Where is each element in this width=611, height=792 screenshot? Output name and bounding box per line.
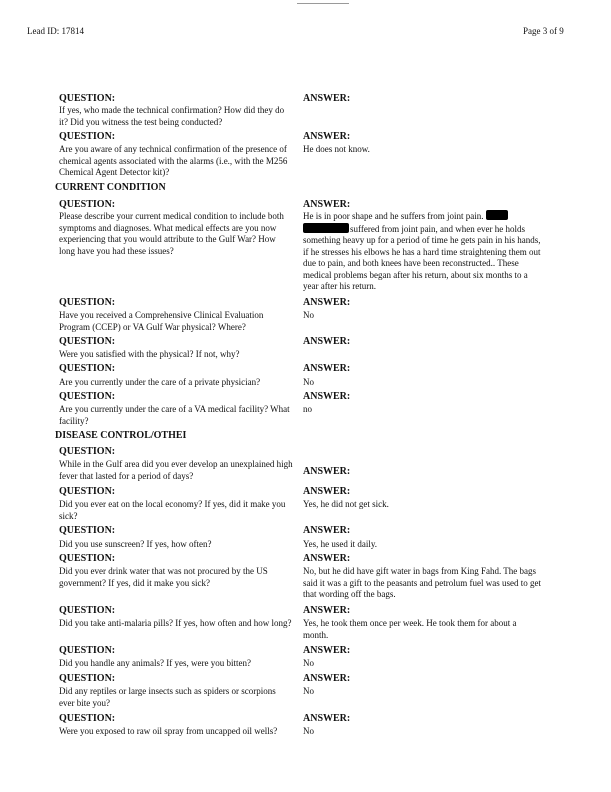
answer-text: Yes, he took them once per week. He took them for about a month. — [303, 618, 517, 640]
answer-text: No — [303, 377, 314, 387]
answer-text — [303, 210, 543, 293]
redaction-mark — [303, 223, 349, 233]
question-label: QUESTION: — [59, 297, 116, 308]
answer-label: ANSWER: — [303, 605, 351, 616]
answer-label: ANSWER: — [303, 673, 351, 684]
section-heading-disease-control: DISEASE CONTROL/OTHEI — [55, 430, 187, 441]
question-text: Did you take anti-malaria pills? If yes, how often and how long? — [59, 618, 292, 628]
question-label: QUESTION: — [59, 131, 116, 142]
question-text: Were you exposed to raw oil spray from uncapped oil wells? — [59, 726, 278, 736]
answer-label: ANSWER: — [303, 391, 351, 402]
question-label: QUESTION: — [59, 93, 116, 104]
question-text: Did you ever eat on the local economy? If yes, did it make you sick? — [59, 499, 286, 521]
answer-text: No — [303, 658, 314, 668]
question-text: Please describe your current medical condition to include both symptoms and diagnoses. What medical effects are you now experiencing that you would attribute to the Gulf War? How long have you had these issues? — [59, 211, 284, 256]
answer-text-part: He is in poor shape and he suffers from joint pain. — [303, 211, 484, 221]
question-text: Have you received a Comprehensive Clinical Evaluation Program (CCEP) or VA Gulf War physical? Where? — [59, 310, 264, 332]
lead-id: Lead ID: 17814 — [27, 26, 84, 36]
answer-label: ANSWER: — [303, 336, 351, 347]
redaction-mark — [486, 210, 508, 220]
question-label: QUESTION: — [59, 391, 116, 402]
answer-label: ANSWER: — [303, 553, 351, 564]
question-label: QUESTION: — [59, 486, 116, 497]
question-label: QUESTION: — [59, 553, 116, 564]
question-label: QUESTION: — [59, 446, 116, 457]
question-label: QUESTION: — [59, 336, 116, 347]
answer-label: ANSWER: — [303, 486, 351, 497]
answer-text: Yes, he did not get sick. — [303, 499, 389, 509]
question-label: QUESTION: — [59, 605, 116, 616]
question-label: QUESTION: — [59, 525, 116, 536]
question-text: Did any reptiles or large insects such as spiders or scorpions ever bite you? — [59, 686, 276, 708]
section-heading-current-condition: CURRENT CONDITION — [55, 182, 166, 193]
question-text: If yes, who made the technical confirmation? How did they do it? Did you witness the test being conducted? — [59, 105, 285, 127]
question-text: Did you ever drink water that was not procured by the US government? If yes, did it make you sick? — [59, 566, 268, 588]
answer-label: ANSWER: — [303, 525, 351, 536]
top-rule — [297, 3, 349, 4]
answer-text: no — [303, 404, 312, 414]
question-label: QUESTION: — [59, 363, 116, 374]
answer-label: ANSWER: — [303, 713, 351, 724]
question-text: Are you currently under the care of a VA medical facility? What facility? — [59, 404, 290, 426]
question-text: Are you aware of any technical confirmation of the presence of chemical agents associated with the alarms (i.e., with the M256 Chemical Agent Detector kit)? — [59, 144, 288, 177]
question-label: QUESTION: — [59, 199, 116, 210]
answer-text-part: suffered from joint pain, and when ever he holds something heavy up for a period of time he gets pain in his hands, if he stresses his elbows he has a hard time straightening them out due to pain, and both knees have been reconstructed.. These medical problems began after his return, about six months to a year after his return. — [303, 223, 541, 291]
question-label: QUESTION: — [59, 673, 116, 684]
answer-text: He does not know. — [303, 144, 370, 154]
answer-text: Yes, he used it daily. — [303, 539, 377, 549]
answer-text: No — [303, 726, 314, 736]
answer-label: ANSWER: — [303, 645, 351, 656]
question-text: While in the Gulf area did you ever develop an unexplained high fever that lasted for a period of days? — [59, 459, 293, 481]
question-text: Were you satisfied with the physical? If not, why? — [59, 349, 240, 359]
answer-label: ANSWER: — [303, 131, 351, 142]
answer-label: ANSWER: — [303, 297, 351, 308]
answer-label: ANSWER: — [303, 93, 351, 104]
page-number: Page 3 of 9 — [523, 26, 564, 36]
question-text: Did you handle any animals? If yes, were you bitten? — [59, 658, 251, 668]
answer-label: ANSWER: — [303, 363, 351, 374]
answer-text: No, but he did have gift water in bags from King Fahd. The bags said it was a gift to the peasants and petrolum fuel was used to get that wording off the bags. — [303, 566, 541, 599]
answer-label: ANSWER: — [303, 466, 351, 477]
answer-label: ANSWER: — [303, 199, 351, 210]
answer-text: No — [303, 686, 314, 696]
question-label: QUESTION: — [59, 713, 116, 724]
answer-text: No — [303, 310, 314, 320]
question-text: Did you use sunscreen? If yes, how often? — [59, 539, 212, 549]
question-label: QUESTION: — [59, 645, 116, 656]
question-text: Are you currently under the care of a private physician? — [59, 377, 261, 387]
